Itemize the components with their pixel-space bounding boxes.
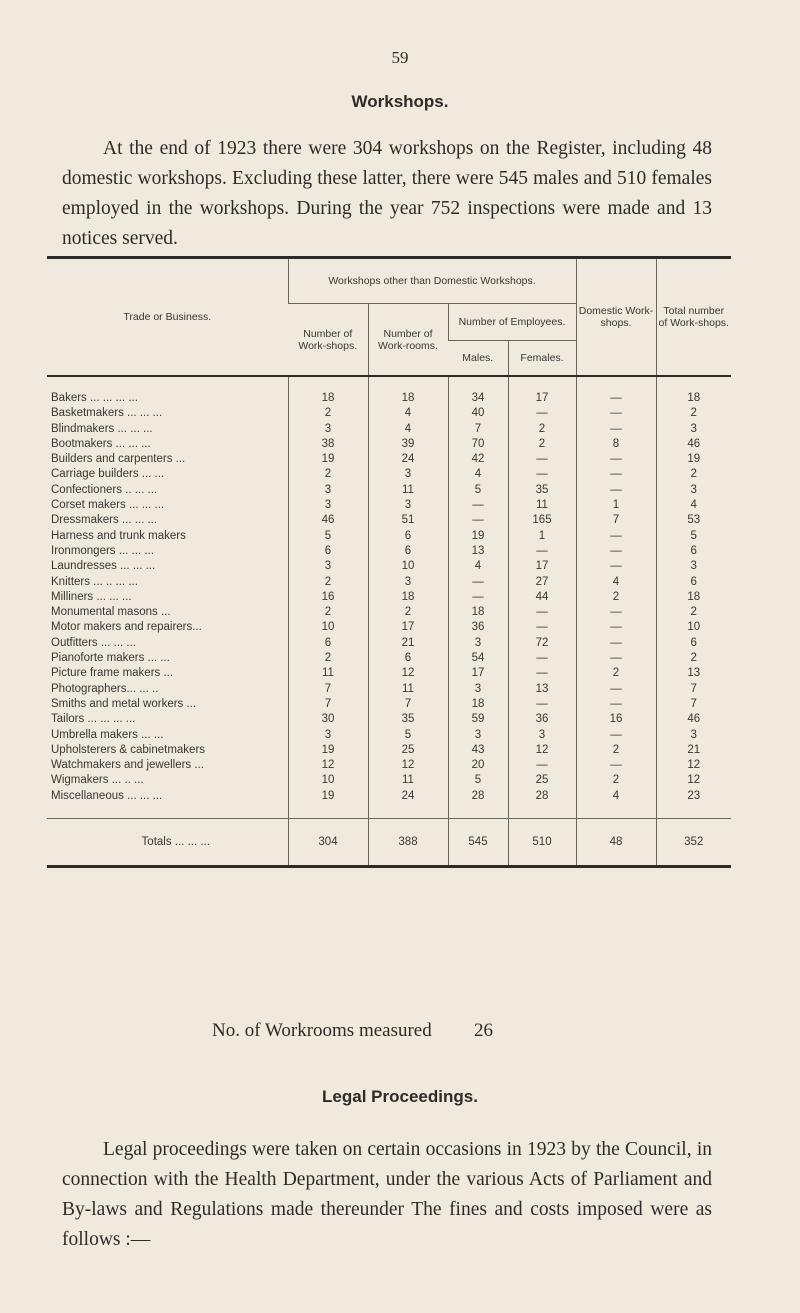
workshops-cell: 3 xyxy=(288,728,368,743)
workshops-cell: 12 xyxy=(288,758,368,773)
males-cell: 20 xyxy=(448,758,508,773)
workrooms-cell: 11 xyxy=(368,682,448,697)
total-cell: 46 xyxy=(656,437,731,452)
table-row xyxy=(47,467,731,482)
table-row xyxy=(47,590,731,605)
header-num-workrooms: Number of Work-rooms. xyxy=(368,304,448,377)
workrooms-cell: 21 xyxy=(368,636,448,651)
females-cell: 72 xyxy=(508,636,576,651)
total-cell: 53 xyxy=(656,513,731,528)
trade-cell: Harness and trunk makers xyxy=(51,529,186,542)
females-cell: — xyxy=(508,605,576,620)
males-cell: 70 xyxy=(448,437,508,452)
males-cell: 4 xyxy=(448,559,508,574)
total-cell: 18 xyxy=(656,590,731,605)
total-cell: 12 xyxy=(656,773,731,788)
table-body xyxy=(47,376,731,819)
males-cell: 3 xyxy=(448,728,508,743)
totals-label: Totals ... ... ... xyxy=(47,819,288,866)
males-cell: 40 xyxy=(448,406,508,421)
total-cell: 19 xyxy=(656,452,731,467)
domestic-cell: — xyxy=(576,422,656,437)
trade-cell: Photographers... ... .. xyxy=(51,682,159,695)
table-row xyxy=(47,406,731,421)
workshops-cell: 2 xyxy=(288,467,368,482)
header-num-workshops: Number of Work-shops. xyxy=(288,304,368,377)
total-cell: 2 xyxy=(656,467,731,482)
workrooms-cell: 25 xyxy=(368,743,448,758)
trade-cell: Corset makers ... ... ... xyxy=(51,499,165,512)
males-cell: 4 xyxy=(448,467,508,482)
table-row xyxy=(47,743,731,758)
domestic-cell: — xyxy=(576,406,656,421)
table-row xyxy=(47,498,731,513)
workshops-cell: 6 xyxy=(288,636,368,651)
total-cell: 3 xyxy=(656,559,731,574)
table-row xyxy=(47,651,731,666)
domestic-cell: — xyxy=(576,529,656,544)
domestic-cell: — xyxy=(576,376,656,406)
workshops-cell: 3 xyxy=(288,498,368,513)
table-row xyxy=(47,544,731,559)
females-cell: — xyxy=(508,651,576,666)
header-females: Females. xyxy=(508,341,576,377)
domestic-cell: — xyxy=(576,467,656,482)
header-males: Males. xyxy=(448,341,508,377)
table-row xyxy=(47,376,731,406)
domestic-cell: 7 xyxy=(576,513,656,528)
page-number: 59 xyxy=(391,48,409,67)
table-row xyxy=(47,728,731,743)
workrooms-cell: 3 xyxy=(368,467,448,482)
workshops-cell: 2 xyxy=(288,406,368,421)
trade-cell: Basketmakers ... ... ... xyxy=(51,407,163,420)
males-cell: 3 xyxy=(448,682,508,697)
domestic-cell: 2 xyxy=(576,590,656,605)
workshops-table xyxy=(47,259,731,865)
total-cell: 46 xyxy=(656,712,731,727)
females-cell: 2 xyxy=(508,437,576,452)
workshops-cell: 6 xyxy=(288,544,368,559)
workrooms-measured-label: No. of Workrooms measured xyxy=(212,1020,432,1041)
total-cell: 5 xyxy=(656,529,731,544)
trade-cell: Builders and carpenters ... xyxy=(51,453,186,466)
workrooms-cell: 5 xyxy=(368,728,448,743)
trade-cell: Wigmakers ... .. ... xyxy=(51,774,144,787)
trade-cell: Tailors ... ... ... ... xyxy=(51,713,136,726)
workshops-cell: 10 xyxy=(288,620,368,635)
table-row xyxy=(47,620,731,635)
workshops-cell: 10 xyxy=(288,773,368,788)
table-row xyxy=(47,712,731,727)
total-cell: 6 xyxy=(656,544,731,559)
workrooms-measured xyxy=(212,1020,493,1042)
males-cell: 43 xyxy=(448,743,508,758)
workshops-cell: 5 xyxy=(288,529,368,544)
females-cell: 27 xyxy=(508,575,576,590)
total-cell: 23 xyxy=(656,789,731,819)
workrooms-cell: 6 xyxy=(368,529,448,544)
workrooms-cell: 24 xyxy=(368,452,448,467)
workshops-cell: 46 xyxy=(288,513,368,528)
table-row xyxy=(47,513,731,528)
workshops-cell: 3 xyxy=(288,422,368,437)
workrooms-cell: 11 xyxy=(368,483,448,498)
workshops-cell: 2 xyxy=(288,575,368,590)
workshops-heading: Workshops. xyxy=(351,92,449,111)
trade-cell: Motor makers and repairers... xyxy=(51,621,202,634)
workrooms-cell: 39 xyxy=(368,437,448,452)
workshops-cell: 19 xyxy=(288,743,368,758)
total-cell: 7 xyxy=(656,682,731,697)
domestic-cell: — xyxy=(576,483,656,498)
total-cell: 3 xyxy=(656,483,731,498)
header-num-employees: Number of Employees. xyxy=(448,304,576,341)
header-trade: Trade or Business. xyxy=(47,259,288,376)
workrooms-cell: 11 xyxy=(368,773,448,788)
workrooms-cell: 17 xyxy=(368,620,448,635)
males-cell: 19 xyxy=(448,529,508,544)
header-workshops-group: Workshops other than Domestic Workshops. xyxy=(288,259,576,304)
workshops-cell: 38 xyxy=(288,437,368,452)
total-cell: 12 xyxy=(656,758,731,773)
males-cell: 3 xyxy=(448,636,508,651)
workshops-cell: 2 xyxy=(288,651,368,666)
domestic-cell: — xyxy=(576,559,656,574)
workrooms-cell: 35 xyxy=(368,712,448,727)
trade-cell: Milliners ... ... ... xyxy=(51,590,132,603)
total-cell: 7 xyxy=(656,697,731,712)
females-cell: — xyxy=(508,406,576,421)
workrooms-cell: 10 xyxy=(368,559,448,574)
trade-cell: Ironmongers ... ... ... xyxy=(51,544,154,557)
males-cell: 36 xyxy=(448,620,508,635)
table-row xyxy=(47,422,731,437)
domestic-cell: — xyxy=(576,544,656,559)
females-cell: — xyxy=(508,758,576,773)
header-total: Total number of Work-shops. xyxy=(656,259,731,376)
females-cell: — xyxy=(508,620,576,635)
total-cell: 4 xyxy=(656,498,731,513)
workrooms-cell: 2 xyxy=(368,605,448,620)
total-cell: 13 xyxy=(656,666,731,681)
females-cell: — xyxy=(508,467,576,482)
trade-cell: Smiths and metal workers ... xyxy=(51,697,197,710)
header-domestic: Domestic Work-shops. xyxy=(576,259,656,376)
males-cell: — xyxy=(448,575,508,590)
total-cell: 3 xyxy=(656,422,731,437)
table-row xyxy=(47,636,731,651)
workshops-cell: 19 xyxy=(288,452,368,467)
domestic-cell: — xyxy=(576,758,656,773)
trade-cell: Umbrella makers ... ... xyxy=(51,728,164,741)
total-cell: 2 xyxy=(656,406,731,421)
domestic-cell: — xyxy=(576,651,656,666)
domestic-cell: — xyxy=(576,605,656,620)
workshops-cell: 7 xyxy=(288,697,368,712)
table-row xyxy=(47,437,731,452)
domestic-cell: 4 xyxy=(576,575,656,590)
table-row xyxy=(47,483,731,498)
trade-cell: Knitters ... .. ... ... xyxy=(51,575,138,588)
domestic-cell: — xyxy=(576,682,656,697)
totals-females: 510 xyxy=(508,819,576,866)
domestic-cell: — xyxy=(576,728,656,743)
females-cell: 17 xyxy=(508,559,576,574)
workshops-cell: 18 xyxy=(288,376,368,406)
table-row xyxy=(47,682,731,697)
males-cell: — xyxy=(448,498,508,513)
males-cell: 13 xyxy=(448,544,508,559)
table-row xyxy=(47,789,731,819)
females-cell: 17 xyxy=(508,376,576,406)
total-cell: 10 xyxy=(656,620,731,635)
domestic-cell: — xyxy=(576,620,656,635)
total-cell: 21 xyxy=(656,743,731,758)
workrooms-cell: 18 xyxy=(368,376,448,406)
workshops-table-frame xyxy=(47,256,731,868)
totals-domestic: 48 xyxy=(576,819,656,866)
females-cell: — xyxy=(508,666,576,681)
females-cell: 13 xyxy=(508,682,576,697)
males-cell: 5 xyxy=(448,773,508,788)
workshops-cell: 7 xyxy=(288,682,368,697)
females-cell: 28 xyxy=(508,789,576,819)
legal-proceedings-paragraph: Legal proceedings were taken on certain occasions in 1923 by the Council, in connection with the Health Department, under the various Acts of Parliament and By-laws and Regulations made thereunder The fines and costs imposed were as follows :— xyxy=(62,1139,712,1250)
legal-proceedings-heading: Legal Proceedings. xyxy=(322,1087,478,1106)
workshops-cell: 2 xyxy=(288,605,368,620)
trade-cell: Upholsterers & cabinetmakers xyxy=(51,743,206,756)
trade-cell: Monumental masons ... xyxy=(51,606,171,619)
workrooms-cell: 3 xyxy=(368,498,448,513)
table-row xyxy=(47,559,731,574)
domestic-cell: 2 xyxy=(576,666,656,681)
total-cell: 6 xyxy=(656,636,731,651)
males-cell: 18 xyxy=(448,605,508,620)
males-cell: 54 xyxy=(448,651,508,666)
totals-row xyxy=(47,819,731,866)
domestic-cell: 2 xyxy=(576,773,656,788)
females-cell: — xyxy=(508,697,576,712)
domestic-cell: — xyxy=(576,636,656,651)
workrooms-cell: 7 xyxy=(368,697,448,712)
domestic-cell: — xyxy=(576,697,656,712)
totals-workrooms: 388 xyxy=(368,819,448,866)
males-cell: — xyxy=(448,513,508,528)
workrooms-cell: 4 xyxy=(368,422,448,437)
females-cell: 11 xyxy=(508,498,576,513)
workshops-cell: 3 xyxy=(288,483,368,498)
workshops-cell: 16 xyxy=(288,590,368,605)
trade-cell: Watchmakers and jewellers ... xyxy=(51,759,204,772)
males-cell: 18 xyxy=(448,697,508,712)
workrooms-cell: 24 xyxy=(368,789,448,819)
males-cell: 42 xyxy=(448,452,508,467)
domestic-cell: 2 xyxy=(576,743,656,758)
domestic-cell: 16 xyxy=(576,712,656,727)
intro-paragraph: At the end of 1923 there were 304 workshops on the Register, including 48 domestic workshops. Excluding these latter, there were 545 males and 510 females employed in the workshops. During the year 752 inspections were made and 13 notices served. xyxy=(62,138,712,249)
table-row xyxy=(47,452,731,467)
table-row xyxy=(47,773,731,788)
table-row xyxy=(47,575,731,590)
table-row xyxy=(47,697,731,712)
table-row xyxy=(47,758,731,773)
males-cell: 7 xyxy=(448,422,508,437)
total-cell: 2 xyxy=(656,605,731,620)
males-cell: 28 xyxy=(448,789,508,819)
trade-cell: Carriage builders ... ... xyxy=(51,468,165,481)
trade-cell: Confectioners .. ... ... xyxy=(51,483,158,496)
table-row xyxy=(47,666,731,681)
females-cell: — xyxy=(508,544,576,559)
domestic-cell: 1 xyxy=(576,498,656,513)
table-row xyxy=(47,605,731,620)
trade-cell: Miscellaneous ... ... ... xyxy=(51,789,163,802)
males-cell: 17 xyxy=(448,666,508,681)
table-row xyxy=(47,529,731,544)
females-cell: — xyxy=(508,452,576,467)
trade-cell: Pianoforte makers ... ... xyxy=(51,652,170,665)
workshops-cell: 11 xyxy=(288,666,368,681)
males-cell: 59 xyxy=(448,712,508,727)
females-cell: 3 xyxy=(508,728,576,743)
domestic-cell: 4 xyxy=(576,789,656,819)
workrooms-cell: 12 xyxy=(368,758,448,773)
trade-cell: Blindmakers ... ... ... xyxy=(51,422,153,435)
trade-cell: Bootmakers ... ... ... xyxy=(51,437,151,450)
females-cell: 35 xyxy=(508,483,576,498)
totals-males: 545 xyxy=(448,819,508,866)
males-cell: — xyxy=(448,590,508,605)
trade-cell: Dressmakers ... ... ... xyxy=(51,514,158,527)
total-cell: 18 xyxy=(656,376,731,406)
workrooms-measured-value: 26 xyxy=(474,1020,493,1041)
workshops-cell: 3 xyxy=(288,559,368,574)
workshops-cell: 30 xyxy=(288,712,368,727)
females-cell: 2 xyxy=(508,422,576,437)
trade-cell: Outfitters ... ... ... xyxy=(51,636,136,649)
totals-total: 352 xyxy=(656,819,731,866)
workrooms-cell: 3 xyxy=(368,575,448,590)
domestic-cell: 8 xyxy=(576,437,656,452)
workrooms-cell: 6 xyxy=(368,651,448,666)
total-cell: 2 xyxy=(656,651,731,666)
females-cell: 36 xyxy=(508,712,576,727)
workrooms-cell: 18 xyxy=(368,590,448,605)
females-cell: 12 xyxy=(508,743,576,758)
females-cell: 165 xyxy=(508,513,576,528)
trade-cell: Laundresses ... ... ... xyxy=(51,560,156,573)
trade-cell: Picture frame makers ... xyxy=(51,667,174,680)
females-cell: 44 xyxy=(508,590,576,605)
workrooms-cell: 12 xyxy=(368,666,448,681)
females-cell: 25 xyxy=(508,773,576,788)
workrooms-cell: 51 xyxy=(368,513,448,528)
domestic-cell: — xyxy=(576,452,656,467)
total-cell: 6 xyxy=(656,575,731,590)
trade-cell: Bakers ... ... ... ... xyxy=(51,392,138,404)
total-cell: 3 xyxy=(656,728,731,743)
males-cell: 34 xyxy=(448,376,508,406)
workrooms-cell: 4 xyxy=(368,406,448,421)
males-cell: 5 xyxy=(448,483,508,498)
workshops-cell: 19 xyxy=(288,789,368,819)
workrooms-cell: 6 xyxy=(368,544,448,559)
females-cell: 1 xyxy=(508,529,576,544)
totals-workshops: 304 xyxy=(288,819,368,866)
